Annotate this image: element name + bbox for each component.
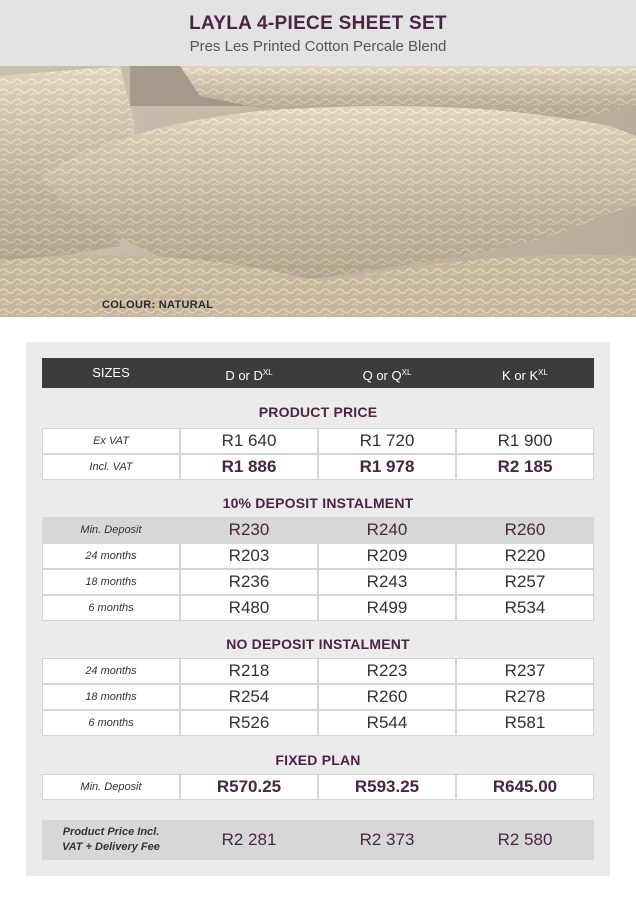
- price-cell: R236: [180, 569, 318, 595]
- row-label: 6 months: [42, 710, 180, 736]
- price-cell: R223: [318, 658, 456, 684]
- sizes-header: [42, 358, 594, 388]
- product-title: LAYLA 4-PIECE SHEET SET: [189, 13, 447, 34]
- price-cell: R278: [456, 684, 594, 710]
- row-label: 24 months: [42, 658, 180, 684]
- table-row: [42, 428, 594, 454]
- price-cell: R593.25: [318, 774, 456, 800]
- total-price-label: [42, 825, 180, 855]
- deposit-instalment-heading: 10% DEPOSIT INSTALMENT: [222, 495, 414, 511]
- price-cell: R1 886: [180, 454, 318, 480]
- price-cell: R209: [318, 543, 456, 569]
- price-cell: R526: [180, 710, 318, 736]
- table-row: [42, 569, 594, 595]
- price-cell: R570.25: [180, 774, 318, 800]
- price-cell: R243: [318, 569, 456, 595]
- product-subtitle: Pres Les Printed Cotton Percale Blend: [189, 38, 447, 55]
- row-label: 18 months: [42, 569, 180, 595]
- price-cell: R2 185: [456, 454, 594, 480]
- table-row: [42, 454, 594, 480]
- size-queen: Q or $Q^{XL}$: [362, 368, 412, 383]
- page-header: [0, 0, 636, 66]
- price-cell: R581: [456, 710, 594, 736]
- total-price-cell: R2 281: [221, 830, 277, 849]
- price-cell: R237: [456, 658, 594, 684]
- table-row: [42, 595, 594, 621]
- price-cell: R230: [180, 517, 318, 543]
- row-label: Min. Deposit: [42, 774, 180, 800]
- sizes-label: SIZES: [92, 365, 130, 380]
- price-cell: R645.00: [456, 774, 594, 800]
- table-row: [42, 543, 594, 569]
- row-label: 24 months: [42, 543, 180, 569]
- product-photo: [0, 66, 636, 317]
- price-cell: R1 900: [456, 428, 594, 454]
- table-row: [42, 517, 594, 543]
- price-cell: R203: [180, 543, 318, 569]
- row-label: Incl. VAT: [42, 454, 180, 480]
- total-price-row: [42, 820, 594, 860]
- size-king: K or $K^{XL}$: [502, 368, 548, 383]
- price-cell: R534: [456, 595, 594, 621]
- row-label: Ex VAT: [42, 428, 180, 454]
- price-cell: R480: [180, 595, 318, 621]
- price-cell: R499: [318, 595, 456, 621]
- pillow-illustration: [0, 66, 636, 317]
- size-double: D or $D^{XL}$: [225, 368, 273, 383]
- price-cell: R1 978: [318, 454, 456, 480]
- table-row: [42, 658, 594, 684]
- price-cell: R220: [456, 543, 594, 569]
- table-row: [42, 684, 594, 710]
- colour-label: COLOUR: NATURAL: [102, 299, 214, 311]
- no-deposit-instalment-heading: NO DEPOSIT INSTALMENT: [226, 636, 410, 652]
- price-cell: R1 640: [180, 428, 318, 454]
- product-price-heading: PRODUCT PRICE: [258, 404, 378, 420]
- price-cell: R257: [456, 569, 594, 595]
- price-cell: R260: [456, 517, 594, 543]
- table-row: [42, 774, 594, 800]
- price-cell: R260: [318, 684, 456, 710]
- price-cell: R544: [318, 710, 456, 736]
- total-price-cell: R2 373: [359, 830, 415, 849]
- total-label-line2: VAT + Delivery Fee: [62, 841, 160, 853]
- price-cell: R1 720: [318, 428, 456, 454]
- table-row: [42, 710, 594, 736]
- price-cell: R218: [180, 658, 318, 684]
- fixed-plan-heading: FIXED PLAN: [275, 752, 361, 768]
- row-label: Min. Deposit: [42, 517, 180, 543]
- total-price-cell: R2 580: [497, 830, 553, 849]
- row-label: 18 months: [42, 684, 180, 710]
- price-cell: R240: [318, 517, 456, 543]
- row-label: 6 months: [42, 595, 180, 621]
- total-label-line1: Product Price Incl.: [62, 826, 160, 838]
- price-cell: R254: [180, 684, 318, 710]
